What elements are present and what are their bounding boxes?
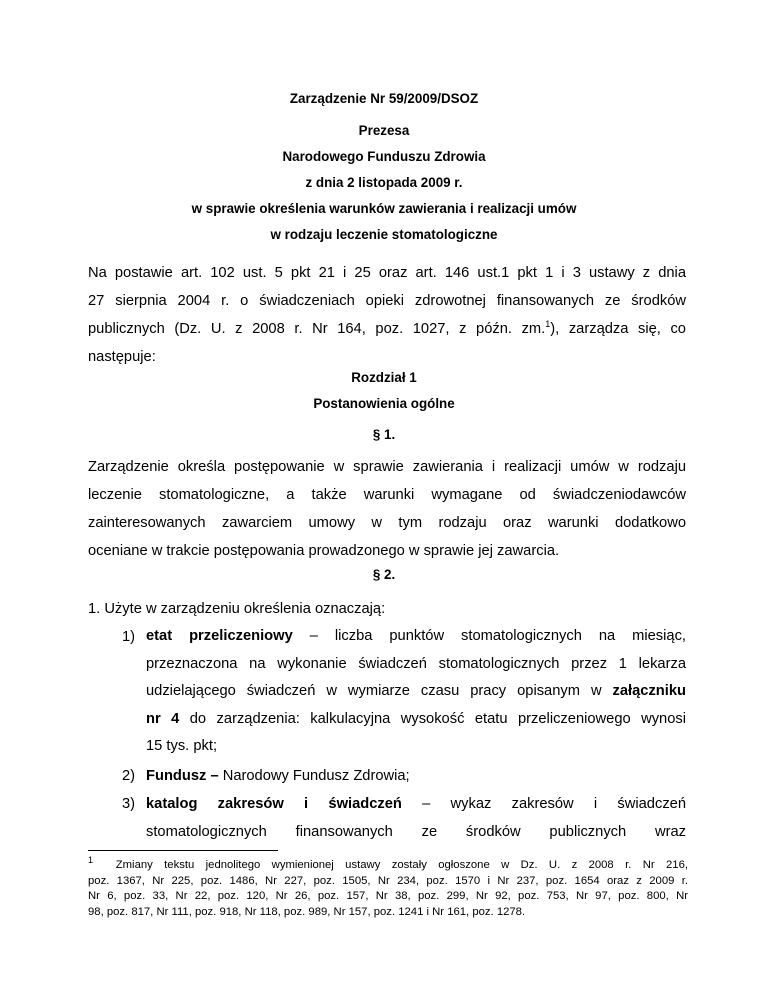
section-1-line: zainteresowanych zawarciem umowy w tym rodzaju oraz warunki dodatkowo	[88, 515, 686, 531]
footnote-number: 1	[88, 855, 94, 866]
footnote-line: Nr 6, poz. 33, Nr 22, poz. 120, Nr 26, poz. 157, Nr 38, poz. 299, Nr 92, poz. 753, Nr 97, poz. 800, Nr	[88, 890, 688, 902]
definition-1-line: etat przeliczeniowy – liczba punktów stomatologicznych na miesiąc,	[146, 628, 686, 644]
definition-1-number: 1)	[122, 629, 136, 645]
definition-3	[146, 790, 686, 846]
date-line: z dnia 2 listopada 2009 r.	[305, 175, 463, 190]
definition-term: etat przeliczeniowy	[146, 628, 293, 644]
definition-1-line: przeznaczona na wykonanie świadczeń stomatologicznych przez 1 lekarza	[146, 655, 686, 672]
definition-2: Fundusz – Narodowy Fundusz Zdrowia;	[146, 768, 410, 784]
footnote-reference: 1	[545, 319, 551, 330]
footnote-separator	[88, 850, 278, 851]
document-title: Zarządzenie Nr 59/2009/DSOZ	[289, 91, 479, 106]
section-1-line: Zarządzenie określa postępowanie w sprawie zawierania i realizacji umów w rodzaju	[88, 459, 686, 475]
section-2-label: § 2.	[372, 567, 396, 582]
definition-1-line: udzielającego świadczeń w wymiarze czasu pracy opisanym w załączniku	[146, 683, 686, 699]
issuer-line: Prezesa	[358, 123, 410, 138]
definition-2-number: 2)	[122, 768, 136, 784]
subject-line-2: w rodzaju leczenie stomatologiczne	[270, 227, 498, 242]
chapter-title: Postanowienia ogólne	[313, 396, 455, 411]
preamble-line: 27 sierpnia 2004 r. o świadczeniach opieki zdrowotnej finansowanych ze środków	[88, 293, 686, 309]
section-2-point-1: 1. Użyte w zarządzeniu określenia oznaczają:	[88, 601, 386, 617]
section-1-line: oceniane w trakcie postępowania prowadzonego w sprawie jej zawarcia.	[88, 543, 560, 559]
chapter-label: Rozdział 1	[351, 370, 417, 385]
institution-line: Narodowego Funduszu Zdrowia	[282, 149, 486, 164]
footnote-line: 98, poz. 817, Nr 111, poz. 918, Nr 118, poz. 989, Nr 157, poz. 1241 i Nr 161, poz. 1278.	[88, 905, 526, 918]
definition-term: Fundusz –	[146, 768, 219, 784]
subject-line-1: w sprawie określenia warunków zawierania i realizacji umów	[191, 201, 577, 216]
definition-1-line: nr 4 do zarządzenia: kalkulacyjna wysokość etatu przeliczeniowego wynosi	[146, 710, 686, 727]
definition-term: katalog zakresów i świadczeń	[146, 796, 402, 812]
definition-3-line: stomatologicznych finansowanych ze środków publicznych wraz	[146, 824, 686, 840]
section-1-body	[88, 453, 686, 565]
definition-1	[146, 623, 686, 761]
preamble-line: następuje:	[88, 349, 156, 365]
section-1-line: leczenie stomatologiczne, a także warunki wymagane od świadczeniodawców	[88, 487, 686, 503]
preamble	[88, 259, 686, 371]
footnote	[88, 855, 688, 920]
section-1-label: § 1.	[372, 427, 396, 442]
definition-3-line: katalog zakresów i świadczeń – wykaz zakresów i świadczeń	[146, 796, 686, 812]
definition-3-number: 3)	[122, 796, 136, 812]
footnote-line: poz. 1367, Nr 225, poz. 1486, Nr 227, poz. 1505, Nr 234, poz. 1570 i Nr 237, poz. 1654 oraz z 2009 r.	[88, 874, 688, 887]
definition-1-line: 15 tys. pkt;	[146, 738, 218, 754]
preamble-line: publicznych (Dz. U. z 2008 r. Nr 164, poz. 1027, z późn. zm.$^1$), zarządza się, co	[88, 319, 686, 337]
preamble-line: Na postawie art. 102 ust. 5 pkt 21 i 25 oraz art. 146 ust.1 pkt 1 i 3 ustawy z dnia	[88, 265, 686, 281]
footnote-line: $^1$ Zmiany tekstu jednolitego wymienionej ustawy zostały ogłoszone w Dz. U. z 2008 r. Nr 216,	[88, 855, 688, 871]
